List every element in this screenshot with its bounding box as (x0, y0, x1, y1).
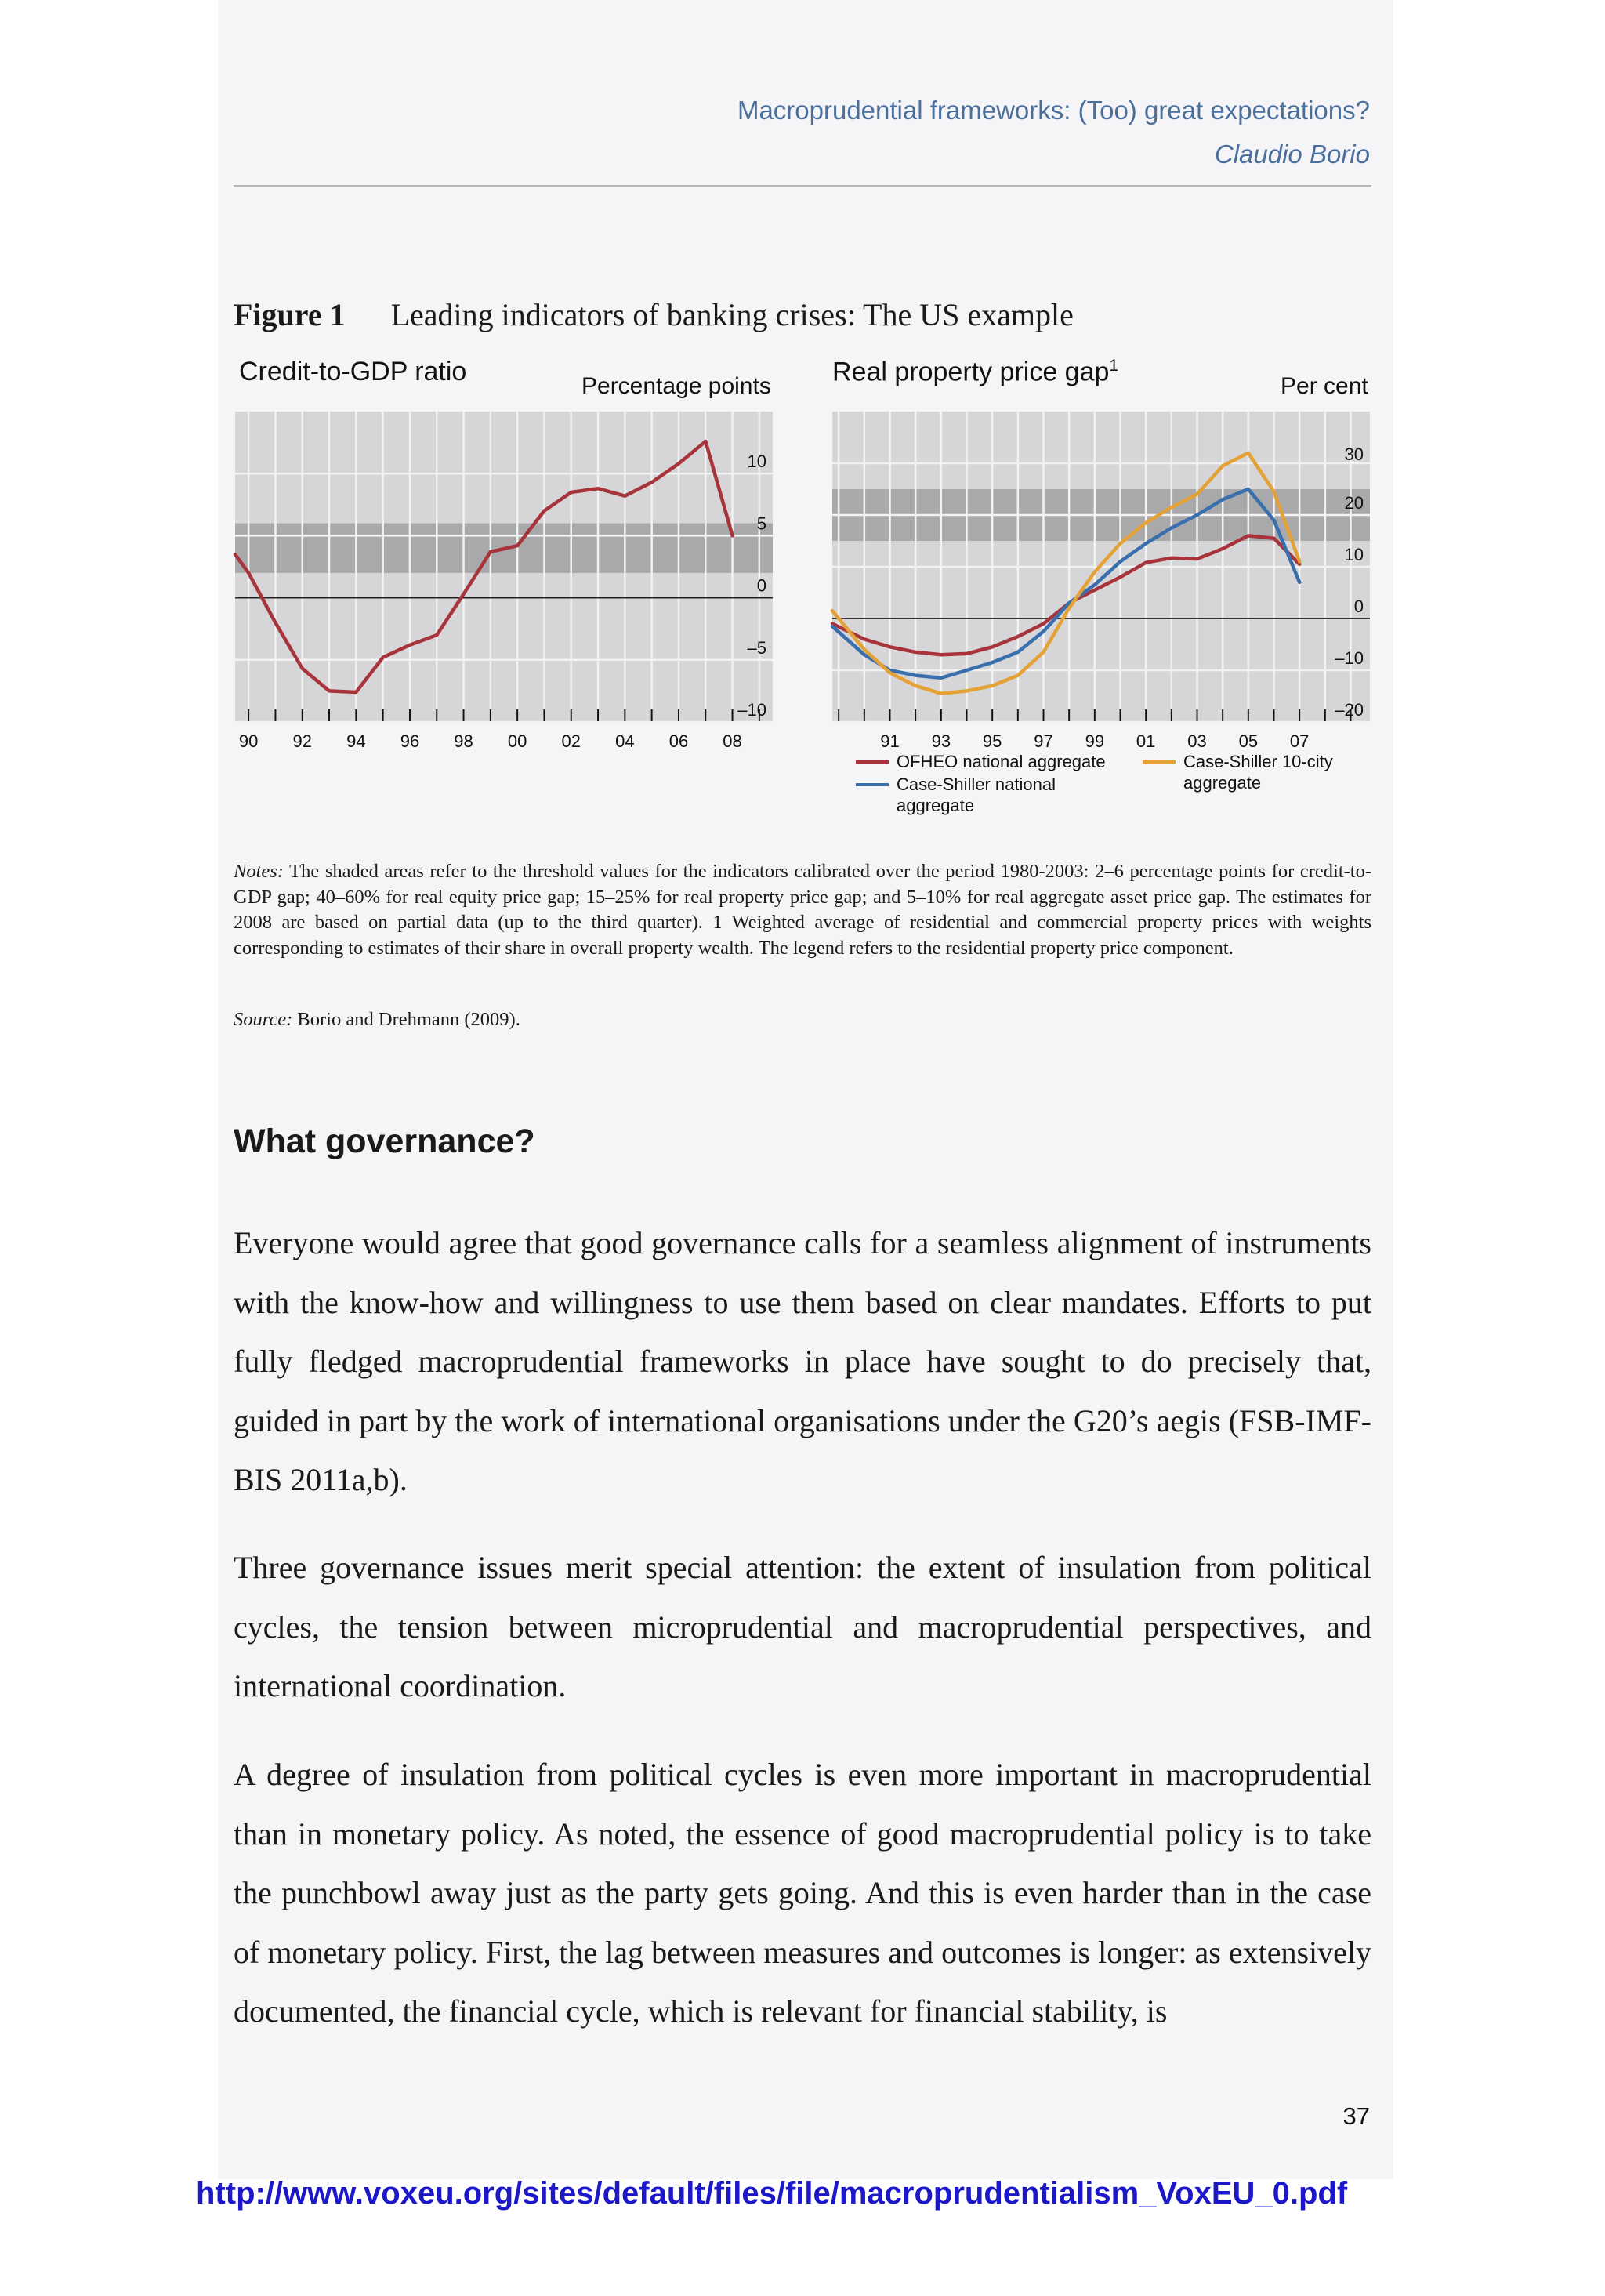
y-tick-label: 20 (1344, 493, 1364, 513)
x-tick-label: 90 (238, 731, 259, 751)
x-tick-label: 94 (346, 731, 366, 751)
legend-label-cs-national: Case-Shiller national aggregate (897, 774, 1056, 815)
legend-swatch-cs-10city (1143, 760, 1176, 764)
legend-label-cs-10city: Case-Shiller 10-city aggregate (1183, 752, 1333, 793)
y-tick-label: 30 (1344, 444, 1364, 464)
x-tick-label: 06 (668, 731, 689, 751)
section-heading: What governance? (234, 1123, 535, 1160)
x-tick-label: 92 (292, 731, 312, 751)
y-tick-label: 0 (756, 575, 766, 596)
notes-text: The shaded areas refer to the threshold values for the indicators calibrated over the period 1980-2003: 2–6 percentage points for credit-to-GDP gap; 40–60% for real equity price gap; 15–25% for real property price gap; and 5–10% for real aggregate asset price gap. The estimates for 2008 are based on partial data (up to the third quarter). 1 Weighted average of residential and commercial property prices with weights corresponding to estimates of their share in overall property wealth. The legend refers to the residential property price component. (234, 861, 1371, 959)
figure-title: Leading indicators of banking crises: The US example (390, 297, 1074, 332)
running-author: Claudio Borio (1214, 140, 1370, 169)
credit-to-gdp-chart (235, 412, 776, 756)
x-tick-label: 07 (1289, 731, 1310, 751)
figure-source (234, 1009, 520, 1031)
x-tick-label: 98 (454, 731, 473, 751)
y-tick-label: 10 (1344, 545, 1364, 564)
y-tick-label: –10 (737, 700, 766, 720)
x-tick-label: 91 (880, 731, 900, 751)
y-tick-label: –5 (747, 637, 766, 658)
source-url-link[interactable]: http://www.voxeu.org/sites/default/files/file/macroprudentialism_VoxEU_0.pdf (196, 2176, 1348, 2211)
chart-2-title (832, 357, 1118, 387)
header-divider (234, 185, 1371, 187)
property-price-gap-chart (832, 412, 1373, 756)
x-tick-label: 96 (400, 731, 420, 751)
source-text: Borio and Drehmann (2009). (297, 1009, 520, 1030)
x-tick-label: 99 (1085, 731, 1105, 751)
y-tick-label: 5 (756, 513, 766, 534)
figure-notes (234, 859, 1371, 961)
chart-2-title-footnote: 1 (1109, 357, 1119, 375)
chart-2-title-text: Real property price gap (832, 357, 1110, 387)
paragraph-1: Everyone would agree that good governance calls for a seamless alignment of instruments with the know-how and willingness to use them based on clear mandates. Efforts to put fully fledged macroprudential frameworks in place have sought to do precisely that, guided in part by the work of international organisations under the G20’s aegis (FSB-IMF-BIS 2011a,b). (234, 1225, 1371, 1497)
y-tick-label: 0 (1353, 597, 1364, 616)
legend-label-ofheo: OFHEO national aggregate (897, 752, 1106, 771)
figure-caption (234, 296, 1074, 333)
notes-label: Notes: (234, 861, 284, 882)
x-tick-label: 93 (931, 731, 951, 751)
y-tick-label: 10 (747, 452, 766, 472)
x-tick-label: 01 (1136, 731, 1156, 751)
x-tick-label: 05 (1238, 731, 1259, 751)
chart-2-unit: Per cent (1281, 373, 1368, 399)
running-title: Macroprudential frameworks: (Too) great expectations? (737, 96, 1370, 125)
page-number: 37 (1342, 2102, 1370, 2130)
x-tick-label: 04 (615, 731, 635, 751)
paragraph-3: A degree of insulation from political cycles is even more important in macroprudential than in monetary policy. As noted, the essence of good macroprudential policy is to take the punchbowl away just as the party gets going. And this is even harder than in the case of monetary policy. First, the lag between measures and outcomes is longer: as extensively documented, the financial cycle, which is relevant for financial stability, is (234, 1757, 1371, 2029)
legend-swatch-cs-national (856, 783, 889, 786)
legend-swatch-ofheo (856, 760, 889, 764)
x-tick-label: 00 (507, 731, 527, 751)
x-tick-label: 08 (723, 731, 742, 751)
source-label: Source: (234, 1009, 293, 1030)
paragraph-2: Three governance issues merit special attention: the extent of insulation from political cycles, the tension between microprudential and macroprudential perspectives, and international coordination. (234, 1550, 1371, 1703)
x-tick-label: 02 (561, 731, 581, 751)
x-tick-label: 03 (1187, 731, 1207, 751)
chart-1-title: Credit-to-GDP ratio (239, 357, 467, 386)
chart-1-unit: Percentage points (581, 373, 771, 399)
chart-2-legend (856, 751, 1357, 822)
figure-label: Figure 1 (234, 297, 346, 332)
y-tick-label: –10 (1335, 648, 1364, 668)
y-tick-label: –20 (1335, 700, 1364, 720)
x-tick-label: 97 (1034, 731, 1053, 751)
x-tick-label: 95 (982, 731, 1002, 751)
